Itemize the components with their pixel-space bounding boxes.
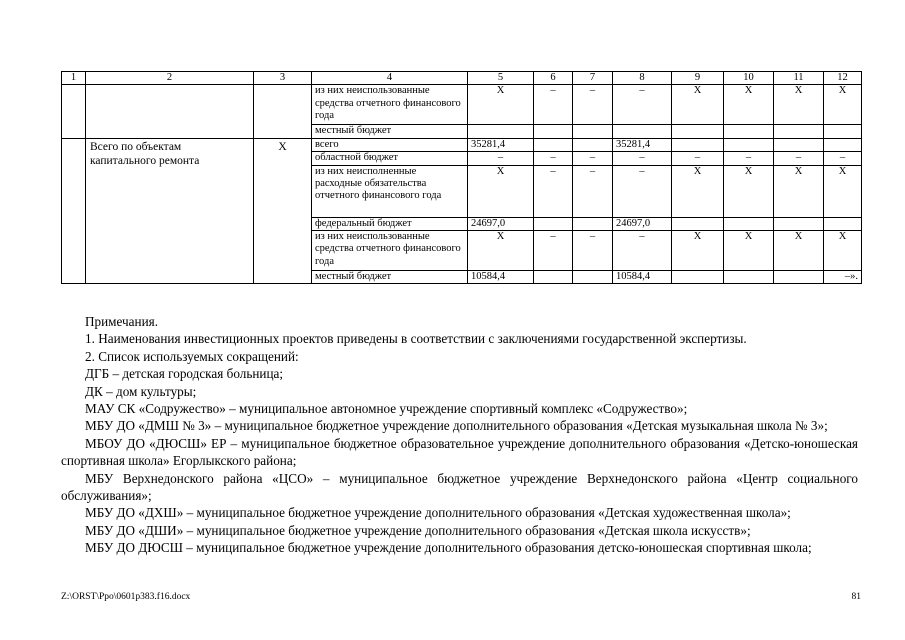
group-col3: Х xyxy=(254,138,312,284)
table-cell xyxy=(573,271,613,284)
table-cell: Х xyxy=(468,85,534,125)
row-label: всего xyxy=(312,138,468,151)
note-item: 1. Наименования инвестиционных проектов приведены в соответствии с заключениями государственной экспертизы. xyxy=(85,331,747,347)
table-cell xyxy=(534,138,573,151)
table-cell xyxy=(774,125,824,138)
table-cell: Х xyxy=(774,231,824,271)
table-cell: Х xyxy=(824,165,862,217)
row-label: местный бюджет xyxy=(312,125,468,138)
row-label: областной бюджет xyxy=(312,152,468,165)
abbreviation-item: МБОУ ДО «ДЮСШ» ЕР – муниципальное бюджетное образовательное учреждение дополнительного образования «Детско-юношеская спортивная школа» Егорлыкского района; xyxy=(61,435,858,469)
notes-section xyxy=(61,313,858,557)
table-cell: – xyxy=(573,165,613,217)
page-number: 81 xyxy=(851,592,861,602)
table-cell xyxy=(824,217,862,230)
table-cell: 35281,4 xyxy=(468,138,534,151)
abbreviation-item: ДК – дом культуры; xyxy=(85,383,197,399)
table-cell xyxy=(468,125,534,138)
abbreviation-item: МБУ Верхнедонского района «ЦСО» – муниципальное бюджетное учреждение Верхнедонского района «Центр социального обслуживания»; xyxy=(61,470,858,504)
table-cell xyxy=(672,125,724,138)
column-number: 9 xyxy=(672,72,724,85)
table-cell: – xyxy=(468,152,534,165)
table-cell xyxy=(573,125,613,138)
table-cell: 35281,4 xyxy=(613,138,672,151)
table-cell: Х xyxy=(468,165,534,217)
column-number: 8 xyxy=(613,72,672,85)
table-cell: Х xyxy=(774,85,824,125)
column-number: 7 xyxy=(573,72,613,85)
table-cell: Х xyxy=(468,231,534,271)
note-item: 2. Список используемых сокращений: xyxy=(85,348,299,364)
table-cell: Х xyxy=(672,85,724,125)
table-cell: Х xyxy=(672,165,724,217)
table-cell: 10584,4 xyxy=(468,271,534,284)
table-cell: – xyxy=(534,152,573,165)
column-number: 12 xyxy=(824,72,862,85)
table-cell: Х xyxy=(672,231,724,271)
table-cell: – xyxy=(573,85,613,125)
table-cell: – xyxy=(824,152,862,165)
table-cell xyxy=(62,85,86,138)
table-cell xyxy=(573,138,613,151)
table-cell xyxy=(724,138,774,151)
row-label: из них неиспользованные средства отчетного финансового года xyxy=(312,231,468,271)
column-number: 11 xyxy=(774,72,824,85)
table-cell xyxy=(534,217,573,230)
table-row xyxy=(62,85,862,125)
table-cell: – xyxy=(534,231,573,271)
table-cell: – xyxy=(573,231,613,271)
table-cell: Х xyxy=(824,85,862,125)
column-number: 6 xyxy=(534,72,573,85)
abbreviation-item: МБУ ДО «ДШИ» – муниципальное бюджетное учреждение дополнительного образования «Детская школа искусств»; xyxy=(85,522,751,538)
table-cell xyxy=(672,217,724,230)
table-cell xyxy=(774,217,824,230)
table-cell xyxy=(86,85,254,138)
table-cell: Х xyxy=(724,85,774,125)
table-cell: – xyxy=(534,85,573,125)
table-cell xyxy=(613,125,672,138)
table-cell: – xyxy=(573,152,613,165)
table-cell: – xyxy=(613,231,672,271)
abbreviation-item: МБУ ДО «ДХШ» – муниципальное бюджетное учреждение дополнительного образования «Детская художественная школа»; xyxy=(85,505,791,521)
abbreviation-item: МАУ СК «Содружество» – муниципальное автономное учреждение спортивный комплекс «Содружество»; xyxy=(85,401,688,417)
table-cell: –». xyxy=(824,271,862,284)
column-number-row xyxy=(62,72,862,85)
row-label: местный бюджет xyxy=(312,271,468,284)
table-cell xyxy=(824,138,862,151)
abbreviation-item: ДГБ – детская городская больница; xyxy=(85,366,284,382)
table-cell xyxy=(672,138,724,151)
table-cell xyxy=(573,217,613,230)
column-number: 5 xyxy=(468,72,534,85)
table-cell xyxy=(824,125,862,138)
table-cell: – xyxy=(613,152,672,165)
table-cell xyxy=(62,138,86,284)
table-cell xyxy=(774,271,824,284)
table-cell: Х xyxy=(824,231,862,271)
table-cell: – xyxy=(534,165,573,217)
table-cell xyxy=(724,271,774,284)
row-label: из них неиспользованные средства отчетного финансового года xyxy=(312,85,468,125)
table-cell xyxy=(534,271,573,284)
row-label: из них неисполненные расходные обязательства отчетного финансового года xyxy=(312,165,468,217)
column-number: 1 xyxy=(62,72,86,85)
table-cell: – xyxy=(774,152,824,165)
table-cell xyxy=(724,217,774,230)
table-cell: Х xyxy=(774,165,824,217)
file-path: Z:\ORST\Ppo\0601p383.f16.docx xyxy=(61,592,191,602)
column-number: 2 xyxy=(86,72,254,85)
column-number: 4 xyxy=(312,72,468,85)
table-cell: Х xyxy=(724,165,774,217)
group-label: Всего по объектам капитального ремонта xyxy=(86,138,254,284)
notes-heading: Примечания. xyxy=(85,314,159,329)
abbreviation-item: МБУ ДО ДЮСШ – муниципальное бюджетное учреждение дополнительного образования детско-юношеская спортивная школа; xyxy=(85,540,812,556)
table-cell xyxy=(534,125,573,138)
column-number: 10 xyxy=(724,72,774,85)
table-cell xyxy=(724,125,774,138)
table-cell xyxy=(774,138,824,151)
table-cell: – xyxy=(613,165,672,217)
table-cell: 24697,0 xyxy=(613,217,672,230)
budget-table xyxy=(61,71,862,284)
table-row xyxy=(62,138,862,151)
table-cell xyxy=(254,85,312,138)
table-cell: – xyxy=(724,152,774,165)
table-cell: – xyxy=(672,152,724,165)
table-cell: 10584,4 xyxy=(613,271,672,284)
row-label: федеральный бюджет xyxy=(312,217,468,230)
table-cell: – xyxy=(613,85,672,125)
table-cell: 24697,0 xyxy=(468,217,534,230)
table-cell: Х xyxy=(724,231,774,271)
column-number: 3 xyxy=(254,72,312,85)
table-cell xyxy=(672,271,724,284)
abbreviation-item: МБУ ДО «ДМШ № 3» – муниципальное бюджетное учреждение дополнительного образования «Детская музыкальная школа № 3»; xyxy=(85,418,828,434)
